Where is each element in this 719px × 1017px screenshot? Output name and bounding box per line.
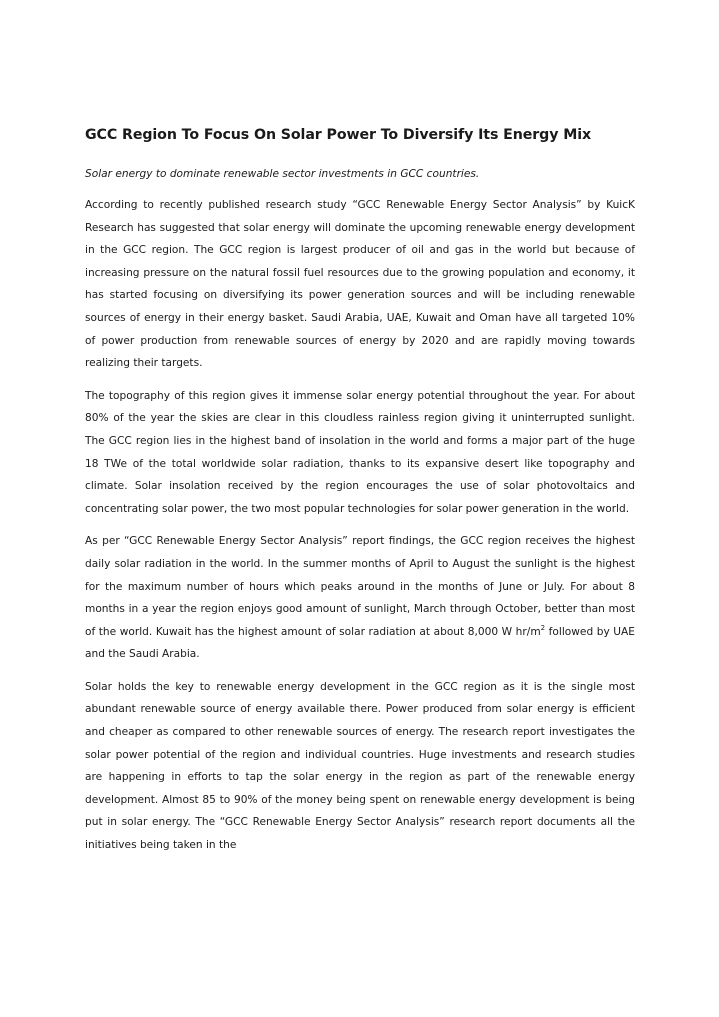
paragraph-3-text: As per “GCC Renewable Energy Sector Analysis” report findings, the GCC region receives the highest daily solar radiation in the world. In the summer months of April to August the sunlight is the highest for the maximum number of hours which peaks around in the months of June or July. For about 8 months in a year the region enjoys good amount of sunlight, March through October, better than most of the world. Kuwait has the highest amount of solar radiation at about 8,000 W hr/m [85,535,635,638]
paragraph-1: According to recently published research study “GCC Renewable Energy Sector Analysis” by KuicK Research has suggested that solar energy will dominate the upcoming renewable energy development in the GCC region. The GCC region is largest producer of oil and gas in the world but because of increasing pressure on the natural fossil fuel resources due to the growing population and economy, it has started focusing on diversifying its power generation sources and will be including renewable sources of energy in their energy basket. Saudi Arabia, UAE, Kuwait and Oman have all targeted 10% of power production from renewable sources of energy by 2020 and are rapidly moving towards realizing their targets. [85,199,635,370]
document-title: GCC Region To Focus On Solar Power To Diversify Its Energy Mix [85,127,592,143]
superscript-2: 2 [540,623,546,632]
document-page [85,126,635,857]
paragraph-3 [85,530,635,666]
paragraph-2: The topography of this region gives it immense solar energy potential throughout the year. For about 80% of the year the skies are clear in this cloudless rainless region giving it uninterrupted sunlight. The GCC region lies in the highest band of insolation in the world and forms a major part of the huge 18 TWe of the total worldwide solar radiation, thanks to its expansive desert like topography and climate. Solar insolation received by the region encourages the use of solar photovoltaics and concentrating solar power, the two most popular technologies for solar power generation in the world. [85,389,635,515]
paragraph-4: Solar holds the key to renewable energy development in the GCC region as it is the single most abundant renewable source of energy available there. Power produced from solar energy is efficient and cheaper as compared to other renewable sources of energy. The research report investigates the solar power potential of the region and individual countries. Huge investments and research studies are happening in efforts to tap the solar energy in the region as part of the renewable energy development. Almost 85 to 90% of the money being spent on renewable energy development is being put in solar energy. The “GCC Renewable Energy Sector Analysis” research report documents all the initiatives being taken in the [85,680,635,852]
document-subtitle: Solar energy to dominate renewable sector investments in GCC countries. [85,168,480,180]
paragraph-3-end: followed by UAE and the Saudi Arabia. [85,625,635,661]
